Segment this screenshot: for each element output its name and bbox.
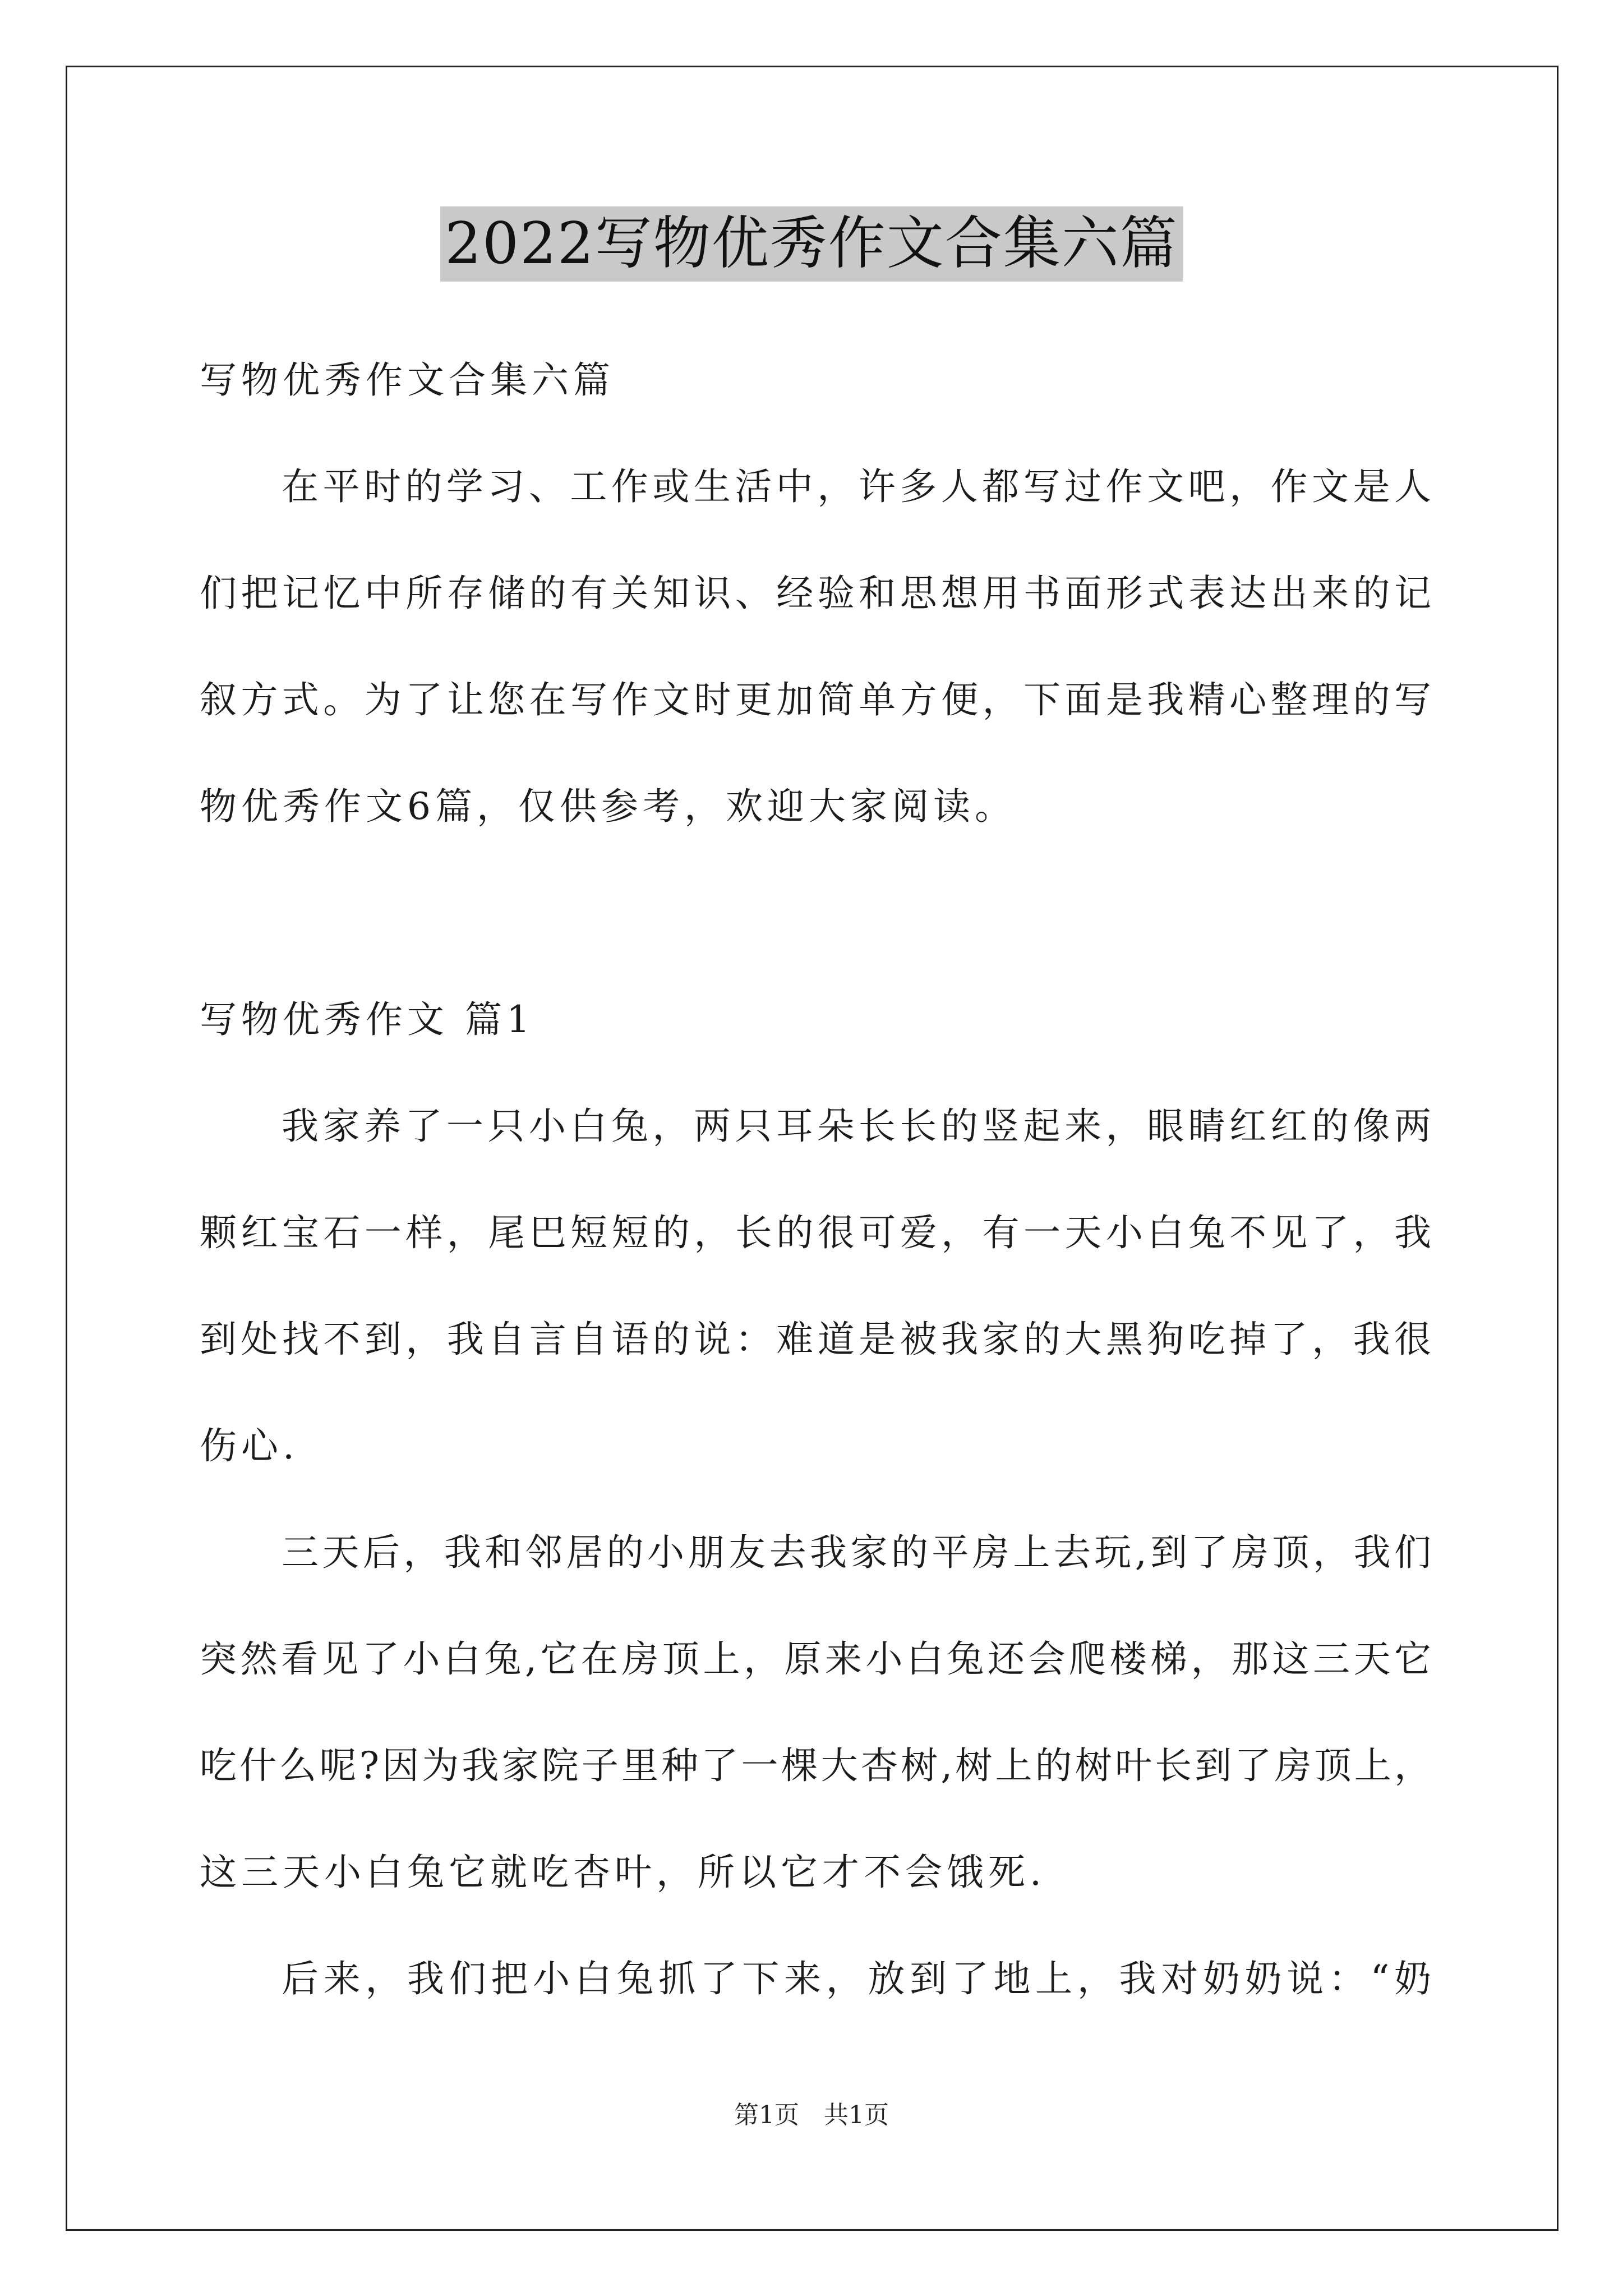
paragraph-line: 伤心. [200,1424,299,1467]
paragraph-line: 三天后，我和邻居的小朋友去我家的平房上去玩,到了房顶，我们 [282,1531,1431,1574]
intro-line: 物优秀作文6篇，仅供参考，欢迎大家阅读。 [200,785,1016,828]
paragraph-line: 这三天小白兔它就吃杏叶，所以它才不会饿死. [200,1851,1046,1894]
title-container [0,206,1623,282]
paragraph-line: 吃什么呢?因为我家院子里种了一棵大杏树,树上的树叶长到了房顶上， [200,1744,1431,1787]
subtitle: 写物优秀作文合集六篇 [200,358,615,402]
section-heading: 写物优秀作文 篇1 [200,998,534,1041]
intro-line: 们把记忆中所存储的有关知识、经验和思想用书面形式表达出来的记 [200,572,1431,615]
paragraph-line: 到处找不到，我自言自语的说：难道是被我家的大黑狗吃掉了，我很 [200,1318,1431,1361]
intro-line: 在平时的学习、工作或生活中，许多人都写过作文吧，作文是人 [282,465,1431,508]
page-footer: 第1页 共1页 [734,2101,889,2129]
paragraph-line: 颗红宝石一样，尾巴短短的，长的很可爱，有一天小白兔不见了，我 [200,1211,1431,1254]
intro-line: 叙方式。为了让您在写作文时更加简单方便，下面是我精心整理的写 [200,678,1431,721]
document-title: 2022写物优秀作文合集六篇 [440,206,1183,282]
paragraph-line: 后来，我们把小白兔抓了下来，放到了地上，我对奶奶说：“奶 [282,1957,1431,2000]
paragraph-line: 突然看见了小白兔,它在房顶上，原来小白兔还会爬楼梯，那这三天它 [200,1637,1431,1681]
paragraph-line: 我家养了一只小白兔，两只耳朵长长的竖起来，眼睛红红的像两 [282,1105,1431,1148]
